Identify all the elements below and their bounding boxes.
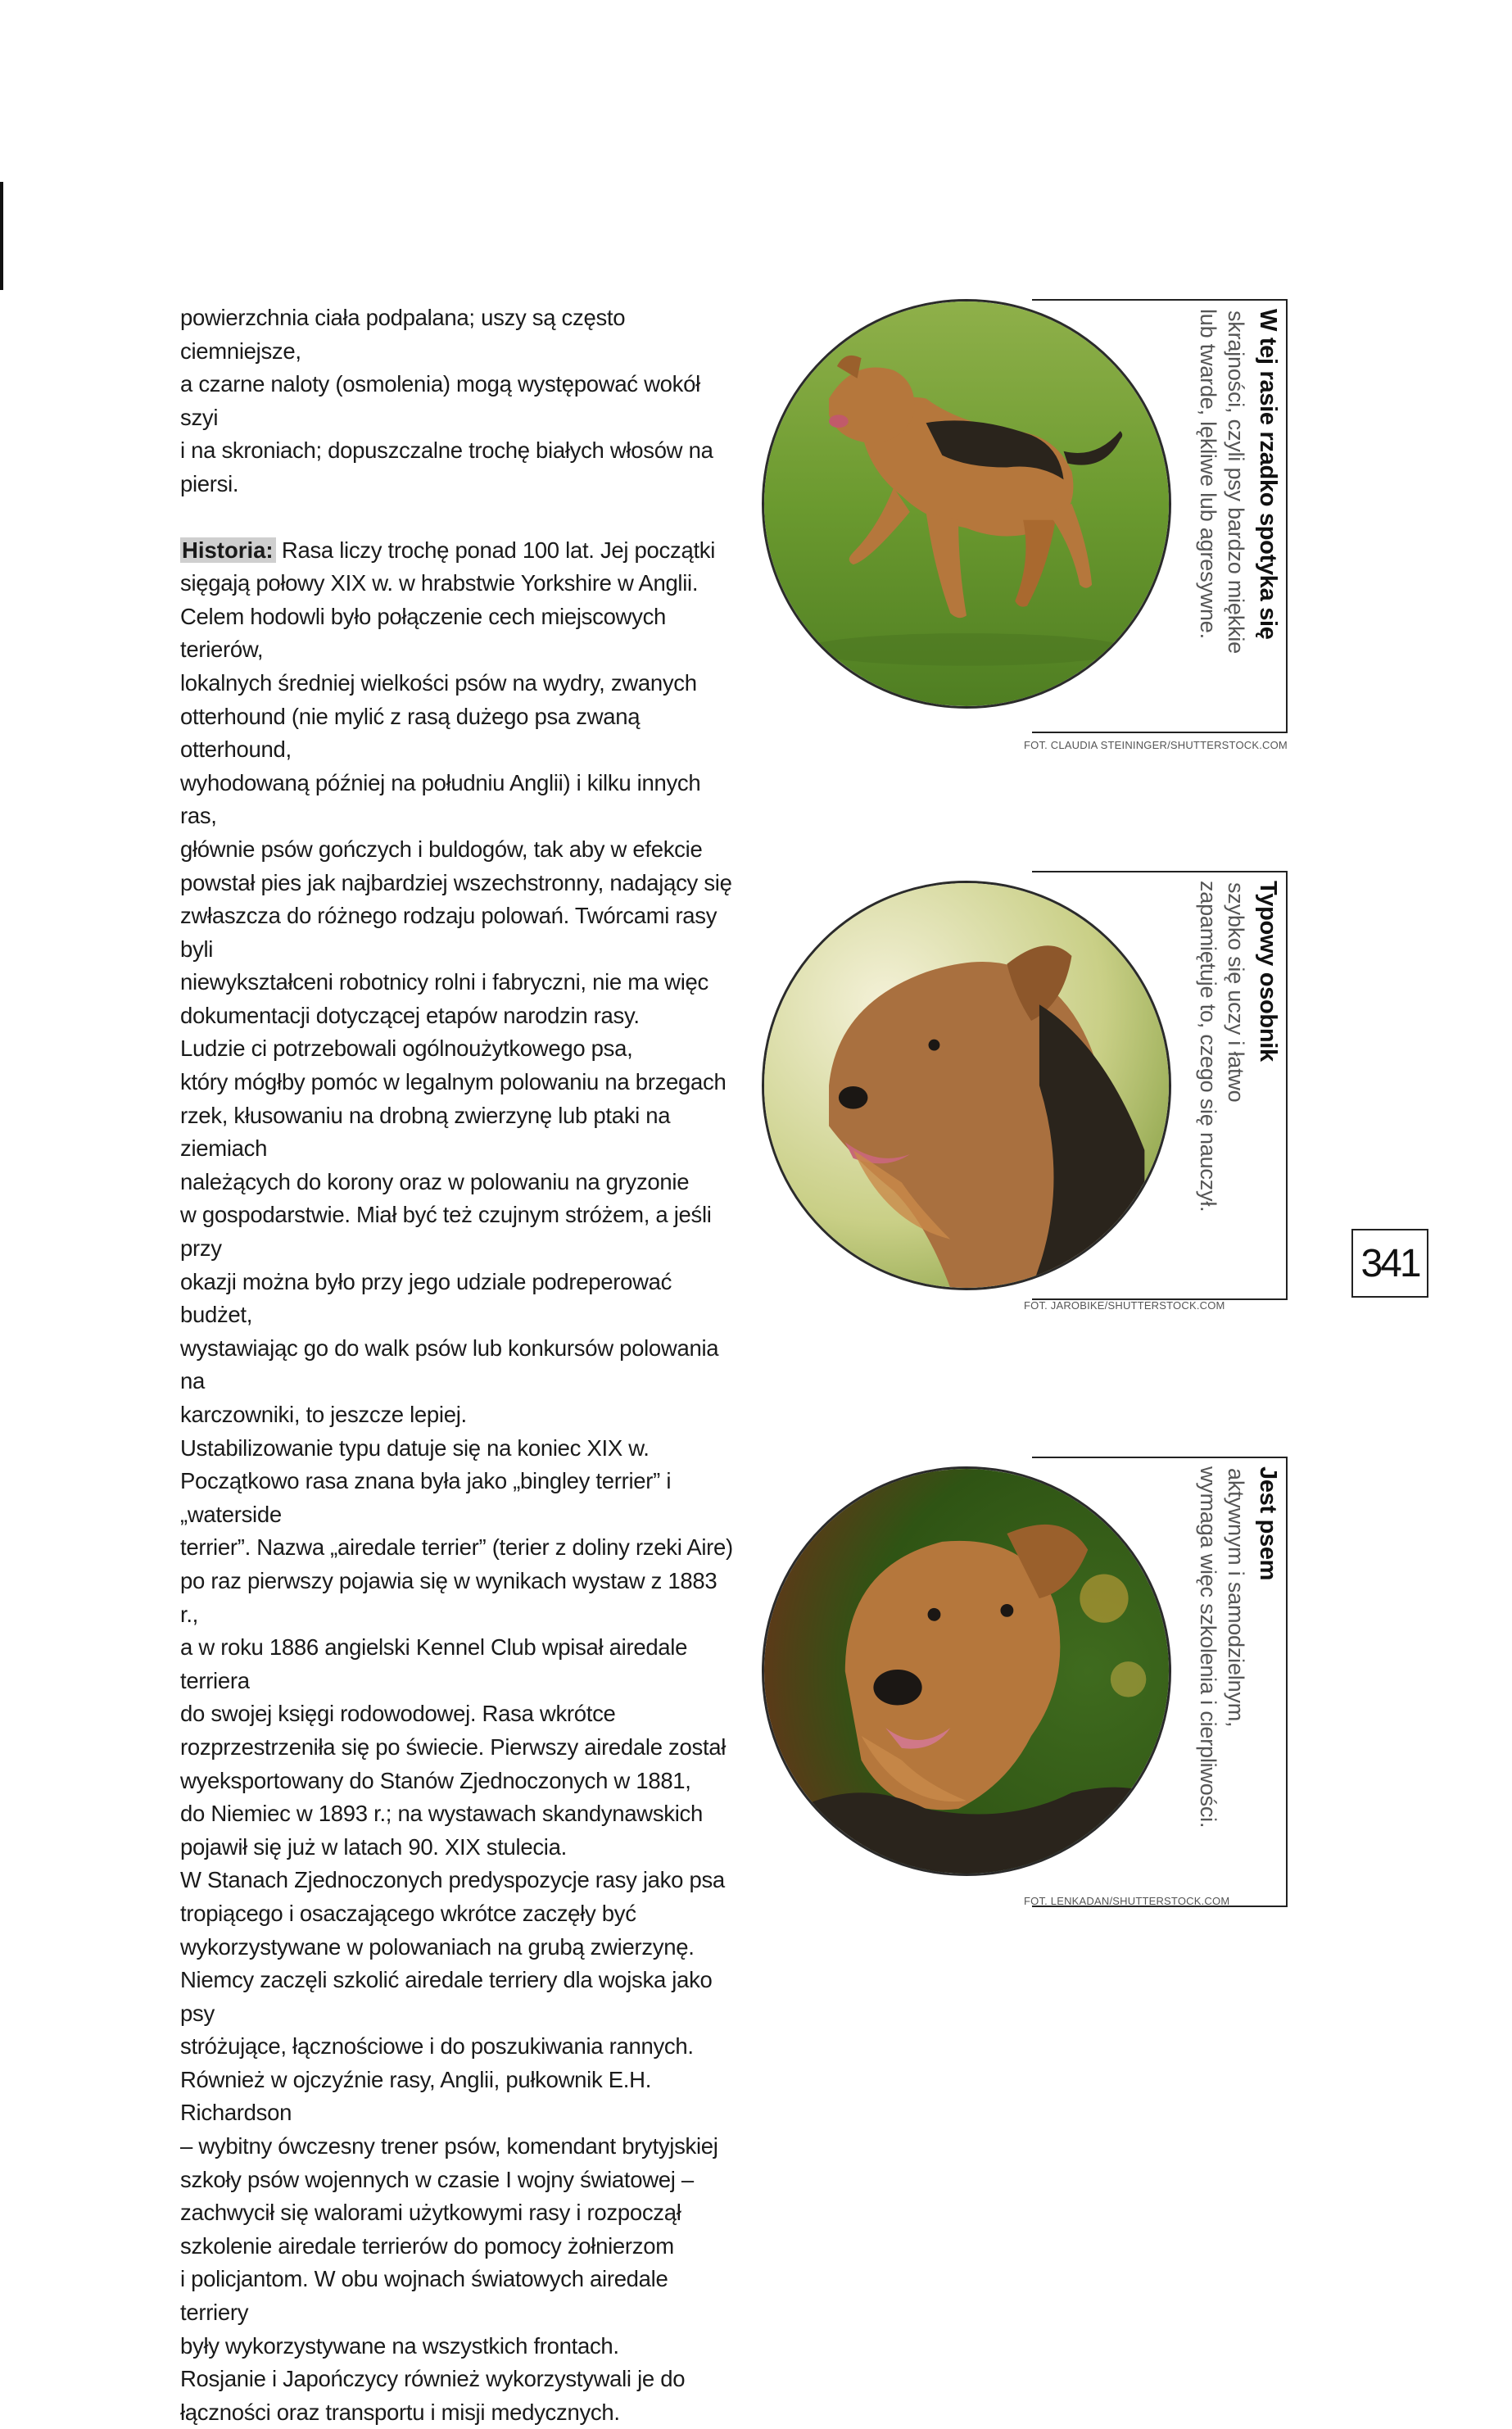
box-text: zapamiętuje to, czego się nauczył.	[1196, 881, 1220, 1212]
text-line: piersi.	[180, 470, 239, 496]
text-line: należących do korony oraz w polowaniu na gryzonie	[180, 1168, 690, 1194]
box-text: lub twarde, lękliwe lub agresywne.	[1196, 309, 1220, 639]
page-number: 341	[1351, 1229, 1428, 1298]
text-line: w gospodarstwie. Miał być też czujnym stróżem, a jeśli przy	[180, 1202, 712, 1262]
margin-rule	[0, 182, 3, 290]
text-line: otterhound (nie mylić z rasą dużego psa zwaną otterhound,	[180, 703, 641, 763]
box-title: Typowy osobnik	[1255, 881, 1281, 1062]
text-line: szkoły psów wojennych w czasie I wojny światowej –	[180, 2166, 694, 2192]
text-line: rozprzestrzeniła się po świecie. Pierwszy airedale został	[180, 1733, 727, 1760]
text-line: a w roku 1886 angielski Kennel Club wpisał airedale terriera	[180, 1634, 688, 1693]
text-line: łączności oraz transportu i misji medycznych.	[180, 2399, 620, 2425]
body-text	[180, 301, 737, 2429]
text-line: zachwycił się walorami użytkowymi rasy i rozpoczął	[180, 2200, 681, 2226]
text-line: do swojej księgi rodowodowej. Rasa wkrótce	[180, 1701, 616, 1727]
photo-dog-profile	[762, 881, 1171, 1290]
text-line: i na skroniach; dopuszczalne trochę białych włosów na	[180, 437, 713, 464]
text-line	[180, 534, 737, 568]
history-label: Historia:	[180, 537, 276, 563]
panel-is-a-dog	[762, 1457, 1343, 1924]
text-line: i policjantom. W obu wojnach światowych airedale terriery	[180, 2266, 668, 2326]
text-line: wykorzystywane w polowaniach na grubą zwierzynę.	[180, 1933, 695, 1960]
text-line: powstał pies jak najbardziej wszechstronny, nadający się	[180, 869, 732, 895]
text-line: który mógłby pomóc w legalnym polowaniu na brzegach	[180, 1069, 727, 1095]
text-line: głównie psów gończych i buldogów, tak aby w efekcie	[180, 836, 703, 862]
text-line: Rosjanie i Japończycy również wykorzystywali je do	[180, 2366, 686, 2392]
text-line: Ludzie ci potrzebowali ogólnoużytkowego psa,	[180, 1035, 633, 1062]
text-line: powierzchnia ciała podpalana; uszy są często ciemniejsze,	[180, 305, 626, 364]
text-line: wyeksportowany do Stanów Zjednoczonych w 1881,	[180, 1767, 691, 1793]
text-line: W Stanach Zjednoczonych predyspozycje rasy jako psa	[180, 1867, 725, 1893]
text-line: po raz pierwszy pojawia się w wynikach wystaw z 1883 r.,	[180, 1567, 718, 1627]
text-line: Początkowo rasa znana była jako „bingley terrier” i „waterside	[180, 1468, 672, 1527]
box-text: wymaga więc szkolenia i cierpliwości.	[1196, 1466, 1220, 1829]
text-line: sięgają połowy XIX w. w hrabstwie Yorkshire w Anglii.	[180, 570, 699, 596]
text-line: karczowniki, to jeszcze lepiej.	[180, 1402, 467, 1427]
text-line: stróżujące, łącznościowe i do poszukiwania rannych.	[180, 2033, 694, 2060]
text-line: Ustabilizowanie typu datuje się na koniec XIX w.	[180, 1434, 650, 1461]
text-line: wyhodowaną później na południu Anglii) i kilku innych ras,	[180, 769, 701, 829]
panel-typical-specimen	[762, 871, 1343, 1330]
photo-credit: FOT. LENKADAN/SHUTTERSTOCK.COM	[1024, 1895, 1230, 1907]
text-line: Również w ojczyźnie rasy, Anglii, pułkownik E.H. Richardson	[180, 2066, 652, 2126]
photo-dog-running	[762, 299, 1171, 709]
text-line: pojawił się już w latach 90. XIX stulecia.	[180, 1833, 567, 1860]
text-line: Niemcy zaczęli szkolić airedale terriery dla wojska jako psy	[180, 1967, 713, 2026]
text-line: do Niemiec w 1893 r.; na wystawach skandynawskich	[180, 1801, 703, 1827]
panel-rare-extremes	[762, 299, 1343, 766]
history-first-text: Rasa liczy trochę ponad 100 lat. Jej początki	[275, 537, 716, 563]
box-title: W tej rasie rzadko spotyka się	[1255, 309, 1281, 640]
text-line: tropiącego i osaczającego wkrótce zaczęły być	[180, 1900, 636, 1926]
text-line: Celem hodowli było połączenie cech miejscowych terierów,	[180, 603, 667, 663]
text-line: wystawiając go do walk psów lub konkursów polowania na	[180, 1335, 719, 1394]
text-line: szkolenie airedale terrierów do pomocy żołnierzom	[180, 2232, 674, 2259]
history-lines	[180, 567, 737, 2429]
text-line: zwłaszcza do różnego rodzaju polowań. Twórcami rasy byli	[180, 903, 718, 962]
text-line: – wybitny ówczesny trener psów, komendant brytyjskiej	[180, 2133, 718, 2159]
photo-dog-head	[762, 1466, 1171, 1876]
text-line: terrier”. Nazwa „airedale terrier” (terier z doliny rzeki Aire)	[180, 1534, 733, 1561]
text-line: były wykorzystywane na wszystkich frontach.	[180, 2332, 619, 2359]
text-line: niewykształceni robotnicy rolni i fabryczni, nie ma więc	[180, 969, 708, 995]
paragraph-coat	[180, 301, 737, 501]
box-text: aktywnym i samodzielnym,	[1224, 1468, 1248, 1728]
text-line: okazji można było przy jego udziale podreperować budżet,	[180, 1268, 672, 1328]
photo-credit: FOT. JAROBIKE/SHUTTERSTOCK.COM	[1024, 1299, 1225, 1312]
text-line: lokalnych średniej wielkości psów na wydry, zwanych	[180, 669, 697, 696]
text-line: rzek, kłusowaniu na drobną zwierzynę lub ptaki na ziemiach	[180, 1102, 671, 1162]
box-text: szybko się uczy i łatwo	[1224, 882, 1248, 1103]
text-line: a czarne naloty (osmolenia) mogą występować wokół szyi	[180, 371, 700, 430]
photo-credit: FOT. CLAUDIA STEININGER/SHUTTERSTOCK.COM	[1024, 739, 1288, 751]
box-title: Jest psem	[1255, 1466, 1281, 1581]
box-text: skrajności, czyli psy bardzo miękkie	[1224, 310, 1248, 654]
text-line: dokumentacji dotyczącej etapów narodzin rasy.	[180, 1002, 640, 1028]
paragraph-history	[180, 534, 737, 2429]
